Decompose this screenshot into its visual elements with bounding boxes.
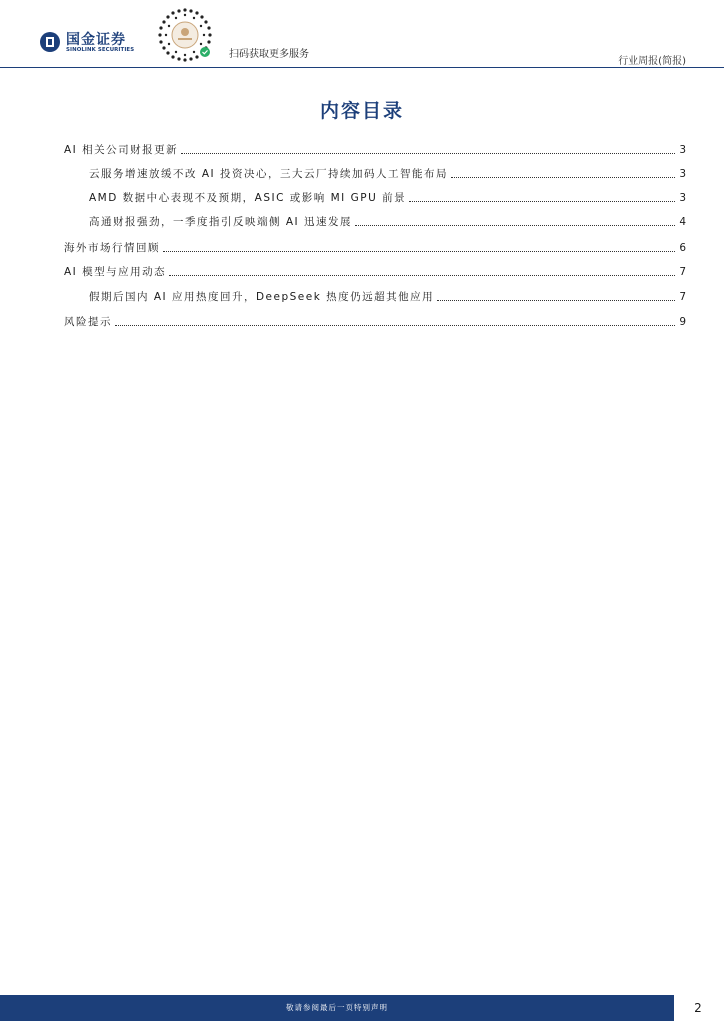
report-type-label: 行业周报(简报) — [618, 56, 686, 67]
logo-chinese-name: 国金证券 — [66, 32, 126, 48]
toc-entry-page: 4 — [679, 216, 686, 228]
toc-leader-dots — [355, 225, 675, 226]
toc-leader-dots — [437, 300, 675, 301]
toc-entry-text: AI 相关公司财报更新 — [64, 144, 179, 156]
toc-entry-page: 3 — [679, 192, 686, 204]
toc-entry-page: 3 — [679, 144, 686, 156]
toc-entry[interactable] — [64, 143, 686, 157]
logo-english-name: SINOLINK SECURITIES — [66, 47, 135, 53]
toc-entry-page: 6 — [679, 242, 686, 254]
toc-entry-page: 9 — [679, 316, 686, 328]
toc-entry-page: 7 — [679, 291, 686, 303]
toc-leader-dots — [409, 201, 675, 202]
toc-leader-dots — [451, 177, 675, 178]
toc-entry-text: AI 模型与应用动态 — [64, 266, 167, 278]
toc-entry-text: 云服务增速放缓不改 AI 投资决心，三大云厂持续加码人工智能布局 — [89, 168, 448, 180]
toc-entry[interactable] — [64, 315, 686, 329]
scan-for-services-text: 扫码获取更多服务 — [229, 49, 309, 60]
qr-code-icon[interactable] — [154, 6, 216, 64]
toc-entry[interactable] — [89, 215, 686, 229]
toc-entry[interactable] — [89, 191, 686, 205]
toc-leader-dots — [163, 251, 675, 252]
toc-entry-page: 7 — [679, 266, 686, 278]
sinolink-logo-icon — [39, 31, 61, 53]
toc-title: 内容目录 — [319, 100, 404, 122]
footer-bar — [0, 995, 674, 1021]
toc-entry-text: 风险提示 — [64, 316, 112, 328]
company-logo — [39, 29, 139, 57]
page-header — [0, 0, 724, 68]
toc-leader-dots — [169, 275, 675, 276]
toc-entry-text: 海外市场行情回顾 — [64, 242, 160, 254]
toc-entry-text: 高通财报强劲，一季度指引反映端侧 AI 迅速发展 — [89, 216, 352, 228]
toc-entry[interactable] — [64, 265, 686, 279]
header-divider — [0, 67, 724, 68]
toc-entry[interactable] — [89, 167, 686, 181]
footer-disclaimer: 敬请参阅最后一页特别声明 — [286, 1003, 388, 1012]
toc-leader-dots — [115, 325, 675, 326]
toc-entry-text: AMD 数据中心表现不及预期，ASIC 或影响 MI GPU 前景 — [89, 192, 407, 204]
page-number: 2 — [694, 1001, 702, 1015]
toc-leader-dots — [181, 153, 675, 154]
toc-entry-page: 3 — [679, 168, 686, 180]
toc-entry[interactable] — [64, 241, 686, 255]
toc-entry-text: 假期后国内 AI 应用热度回升，DeepSeek 热度仍远超其他应用 — [89, 291, 435, 303]
toc-entry[interactable] — [89, 290, 686, 304]
